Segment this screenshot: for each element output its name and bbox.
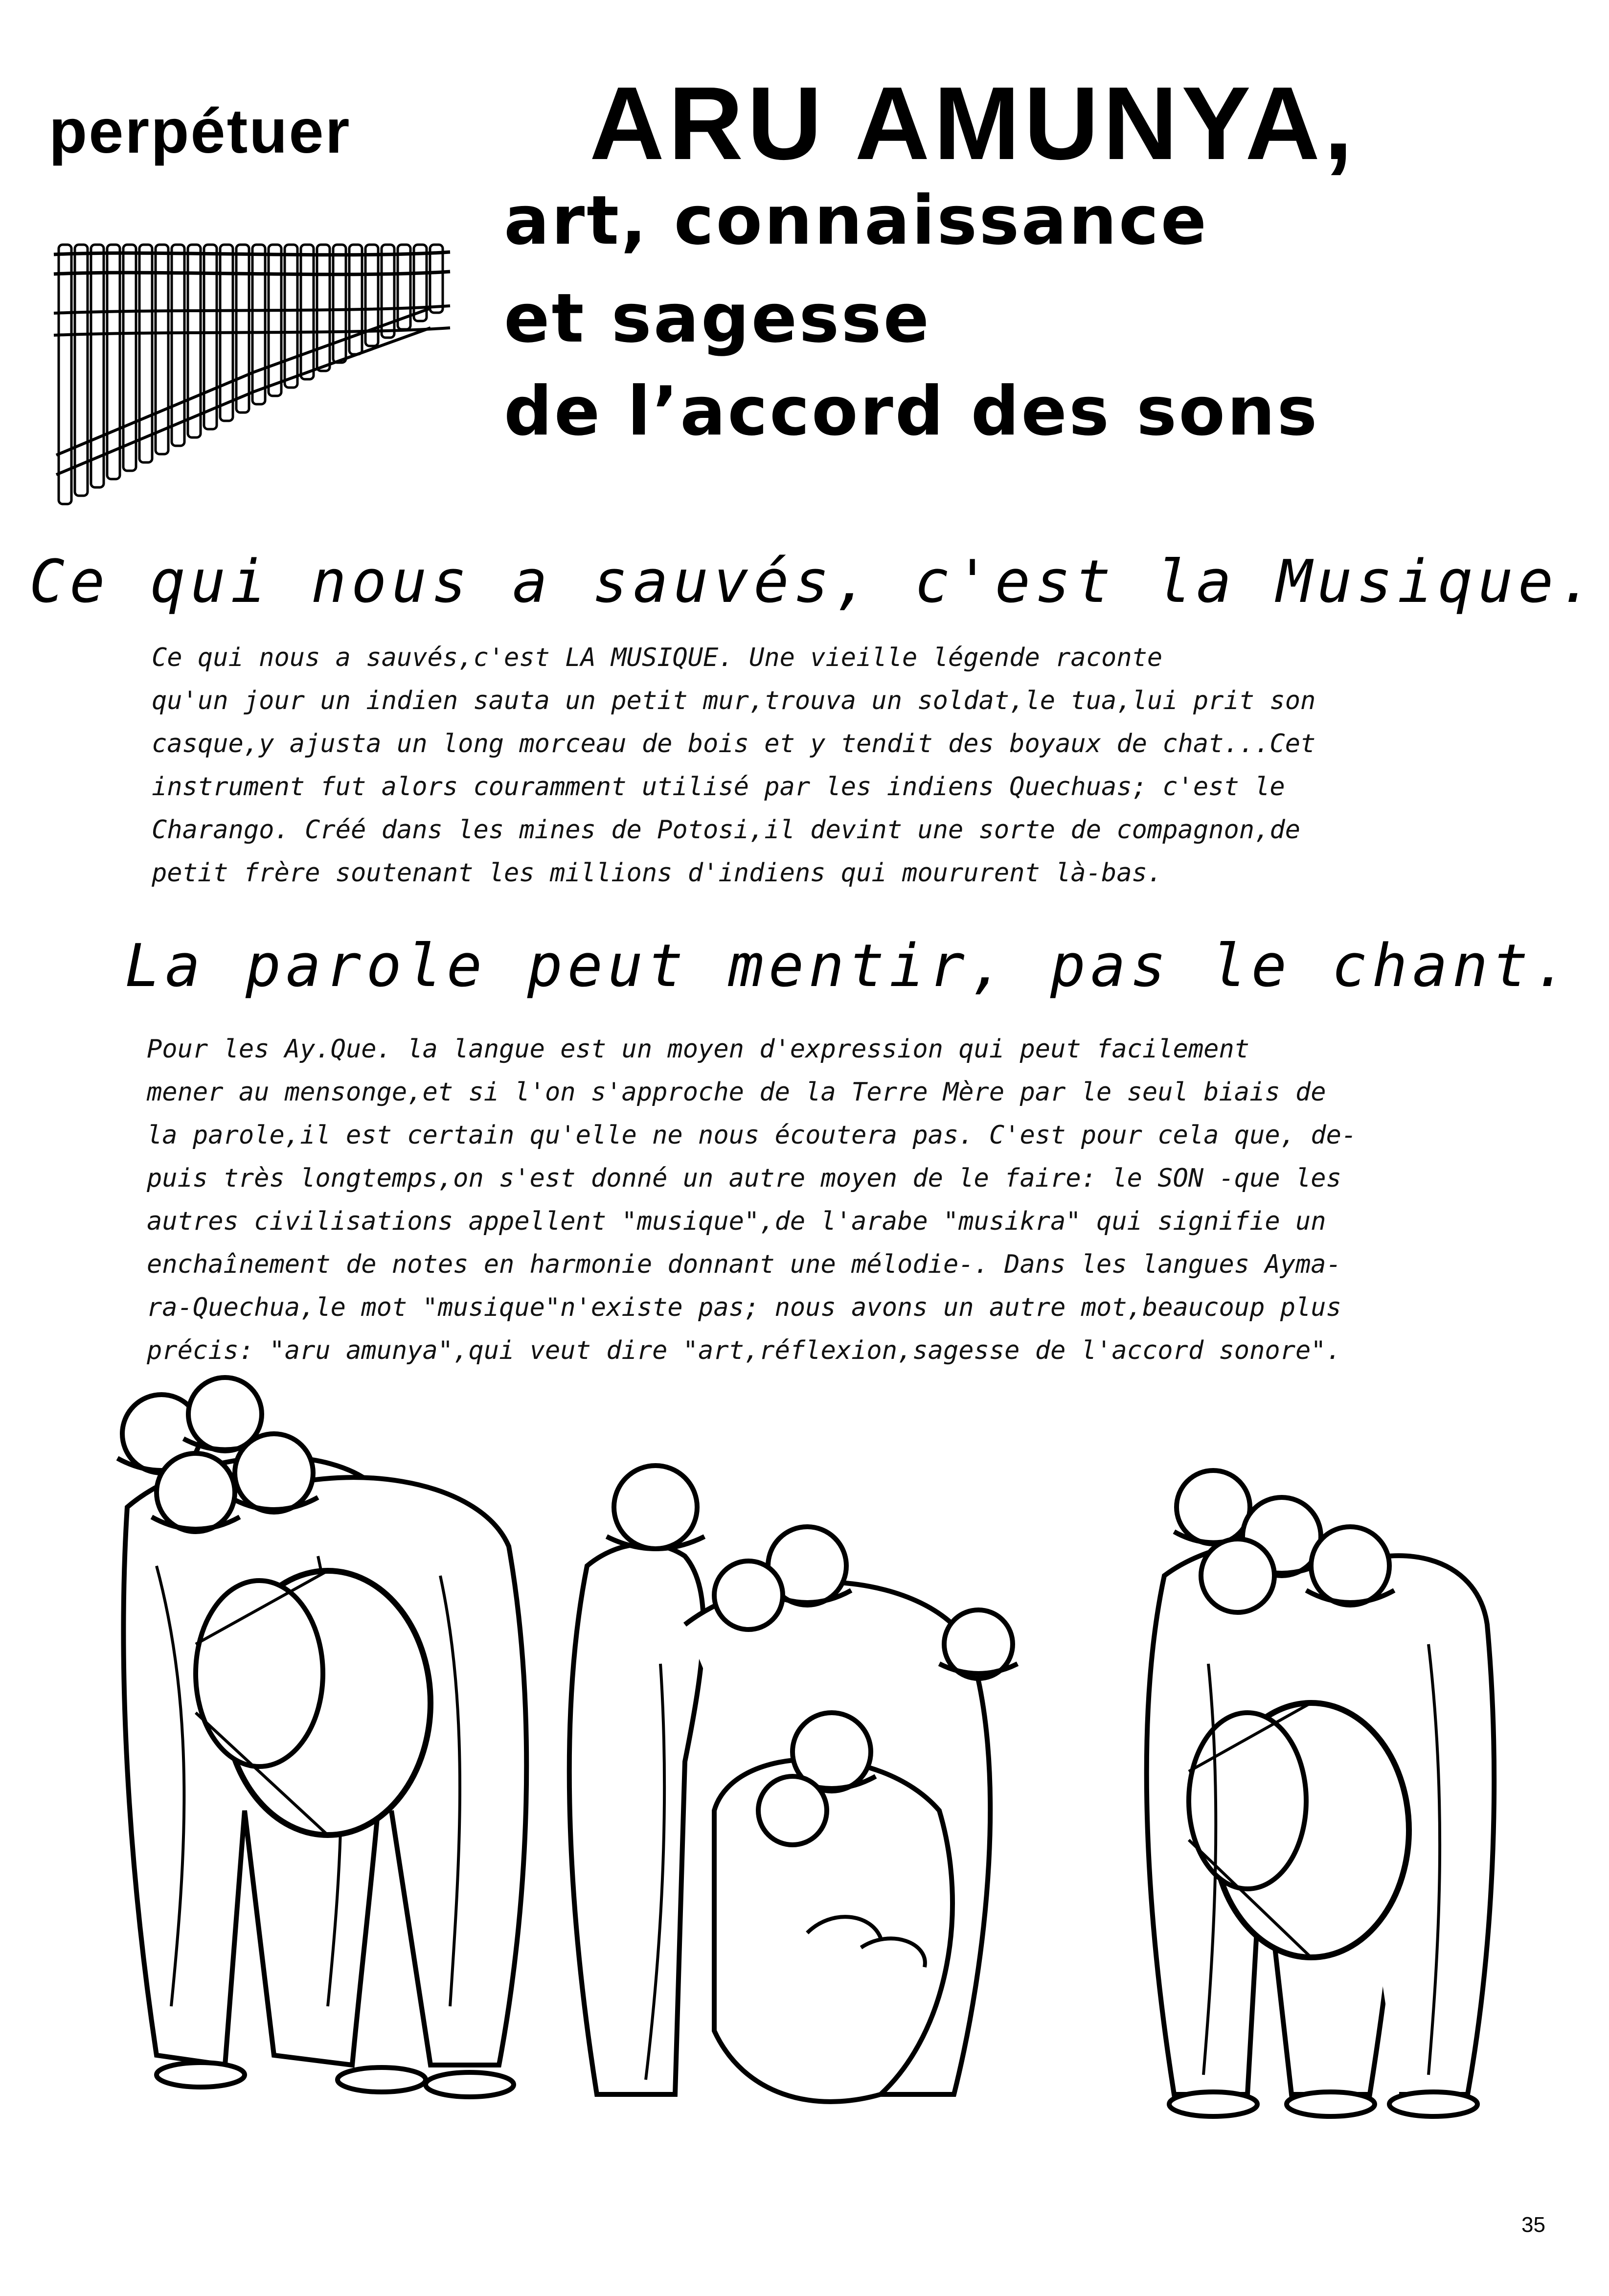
middle-group-drawing — [569, 1466, 1018, 2102]
body-line: Pour les Ay.Que. la langue est un moyen d'expression qui peut facilement — [147, 1034, 1250, 1064]
subtitle-line-2: et sagesse — [504, 279, 931, 358]
body-line: instrument fut alors couramment utilisé par les indiens Quechuas; c'est le — [152, 772, 1285, 802]
page-number: 35 — [1521, 2213, 1545, 2237]
panpipe-drawing-icon — [49, 240, 455, 519]
section2-heading: La parole peut mentir, pas le chant. — [125, 932, 1573, 1000]
body-line: Ce qui nous a sauvés,c'est LA MUSIQUE. Une vieille légende raconte — [152, 643, 1163, 672]
title-perpetuer: perpétuer — [49, 96, 351, 166]
section1-heading: Ce qui nous a sauvés, c'est la Musique. — [29, 548, 1599, 616]
title-aru-amunya: ARU AMUNYA, — [589, 65, 1357, 181]
body-line: qu'un jour un indien sauta un petit mur,trouva un soldat,le tua,lui prit son — [152, 686, 1316, 715]
right-group-drawing — [1147, 1470, 1494, 2116]
body-line: puis très longtemps,on s'est donné un autre moyen de le faire: le SON -que les — [147, 1164, 1341, 1193]
left-group-drawing — [117, 1378, 526, 2097]
body-line: petit frère soutenant les millions d'indiens qui moururent là-bas. — [152, 858, 1163, 888]
subtitle-line-3: de l’accord des sons — [504, 372, 1319, 451]
body-line: autres civilisations appellent "musique",de l'arabe "musikra" qui signifie un — [147, 1207, 1326, 1236]
body-line: mener au mensonge,et si l'on s'approche de la Terre Mère par le seul biais de — [147, 1078, 1326, 1107]
subtitle-line-1: art, connaissance — [504, 181, 1209, 260]
body-line: précis: "aru amunya",qui veut dire "art,réflexion,sagesse de l'accord sonore". — [147, 1336, 1341, 1365]
body-line: casque,y ajusta un long morceau de bois et y tendit des boyaux de chat...Cet — [152, 729, 1316, 758]
musicians-drawing-icon — [98, 1370, 1507, 2153]
body-line: ra-Quechua,le mot "musique"n'existe pas; nous avons un autre mot,beaucoup plus — [147, 1293, 1341, 1322]
section1-body — [152, 636, 1315, 895]
body-line: Charango. Créé dans les mines de Potosi,il devint une sorte de compagnon,de — [152, 815, 1300, 845]
body-line: enchaînement de notes en harmonie donnant une mélodie-. Dans les langues Ayma- — [147, 1250, 1341, 1279]
body-line: la parole,il est certain qu'elle ne nous écoutera pas. C'est pour cela que, de- — [147, 1121, 1357, 1150]
section2-body — [147, 1028, 1357, 1372]
